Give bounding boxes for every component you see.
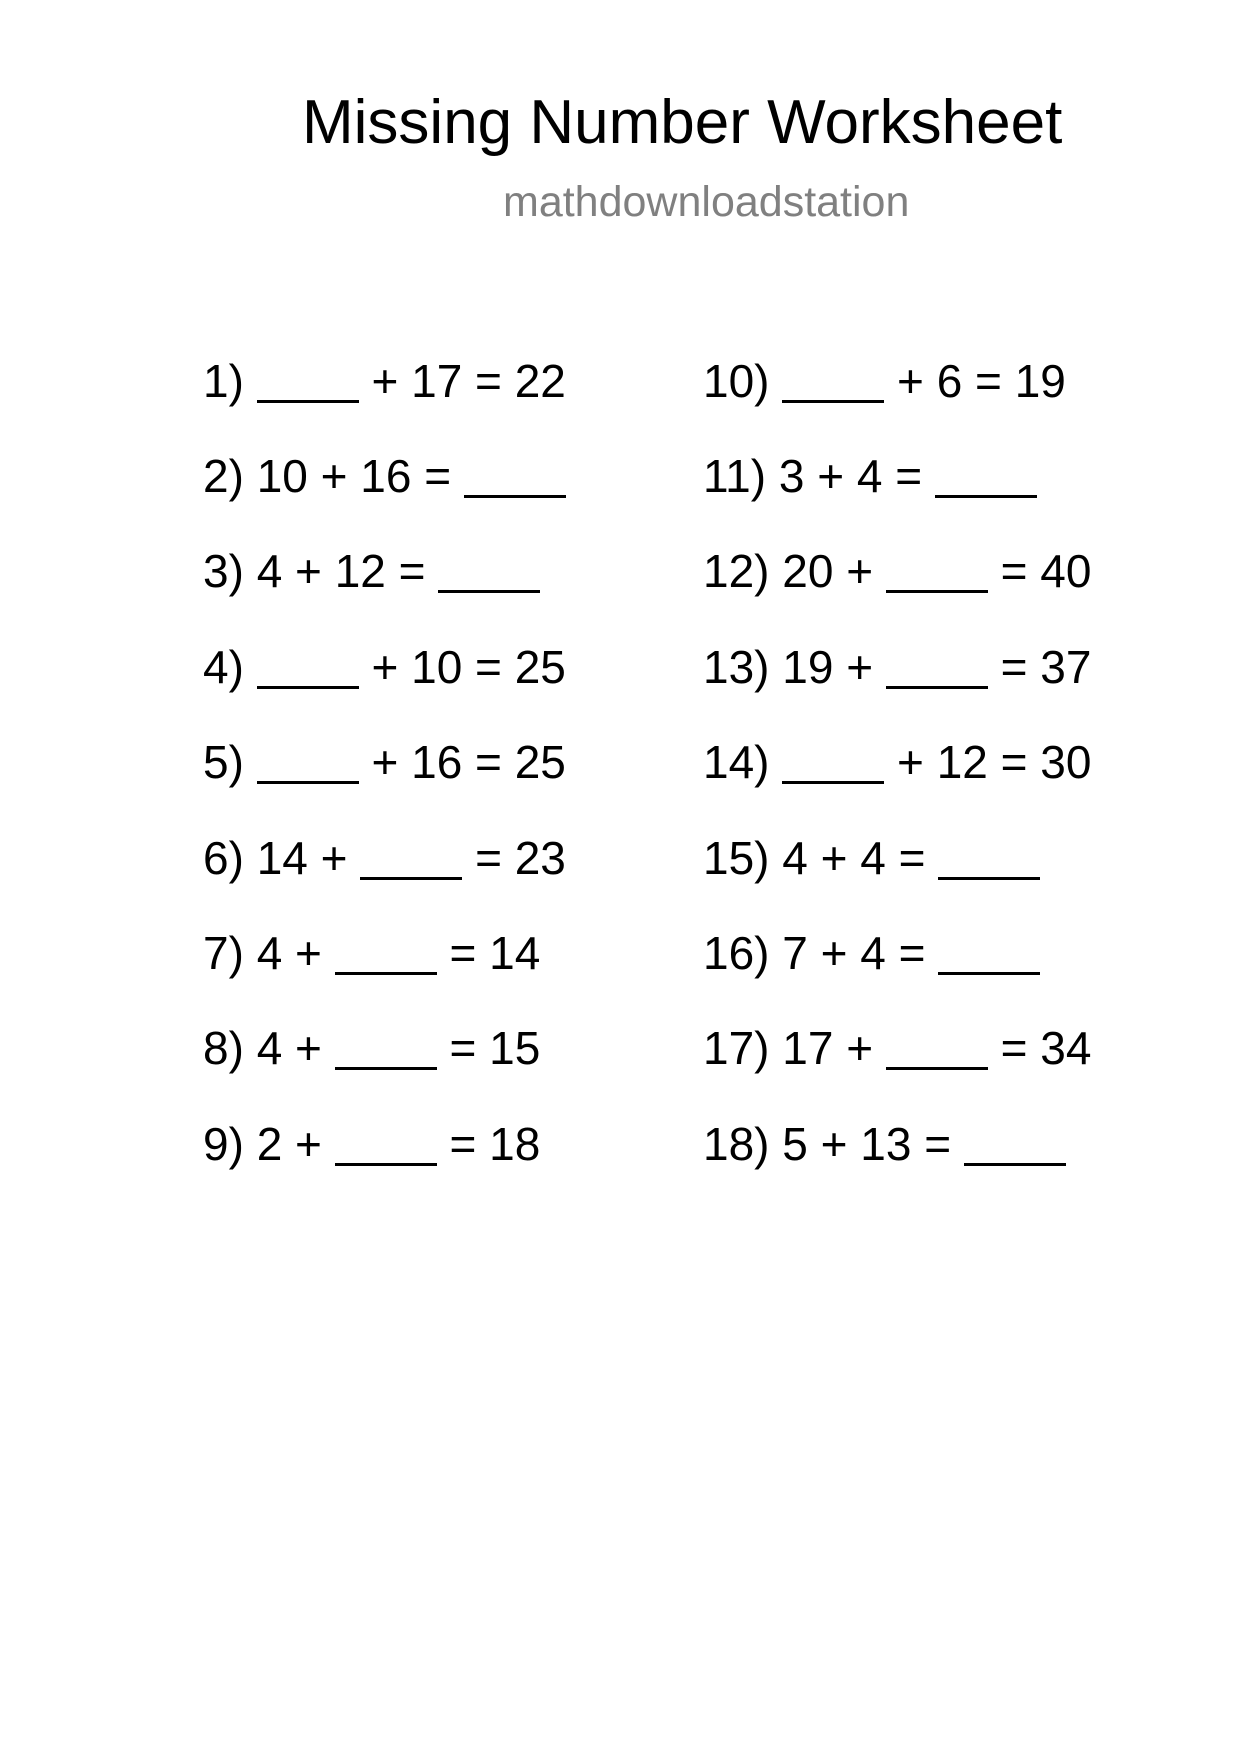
- problem-label: 14): [703, 736, 770, 788]
- problem-expression: 14 +: [256, 832, 348, 884]
- problem-expression: 4 +: [256, 1022, 322, 1074]
- problem-13: [703, 641, 1092, 693]
- problem-label: 6): [203, 832, 244, 884]
- problem-expression: 17 +: [782, 1022, 874, 1074]
- answer-blank[interactable]: [782, 360, 884, 403]
- problem-expression: 5 + 13 =: [782, 1118, 952, 1170]
- problem-15: [703, 832, 1040, 884]
- problem-label: 11): [703, 450, 767, 502]
- problem-5: [203, 736, 566, 788]
- problem-11: [703, 450, 1037, 502]
- problem-expression: = 15: [449, 1022, 541, 1074]
- answer-blank[interactable]: [335, 1123, 437, 1166]
- problem-8: [203, 1022, 541, 1074]
- problem-6: [203, 832, 566, 884]
- problem-expression: 3 + 4 =: [778, 450, 923, 502]
- problem-expression: 10 + 16 =: [256, 450, 452, 502]
- answer-blank[interactable]: [335, 1027, 437, 1070]
- problem-3: [203, 545, 540, 597]
- problem-4: [203, 641, 566, 693]
- problem-expression: 4 + 4 =: [782, 832, 926, 884]
- problem-expression: 7 + 4 =: [782, 927, 926, 979]
- answer-blank[interactable]: [964, 1123, 1066, 1166]
- answer-blank[interactable]: [886, 550, 988, 593]
- problem-expression: + 10 = 25: [371, 641, 566, 693]
- problem-label: 2): [203, 450, 244, 502]
- problem-label: 10): [703, 355, 770, 407]
- problem-1: [203, 355, 566, 407]
- answer-blank[interactable]: [438, 550, 540, 593]
- answer-blank[interactable]: [886, 1027, 988, 1070]
- problem-expression: 4 +: [256, 927, 322, 979]
- problem-2: [203, 450, 566, 502]
- worksheet-title: Missing Number Worksheet: [302, 88, 1063, 157]
- answer-blank[interactable]: [464, 455, 566, 498]
- answer-blank[interactable]: [935, 455, 1037, 498]
- problem-label: 17): [703, 1022, 770, 1074]
- problem-expression: 2 +: [256, 1118, 322, 1170]
- problem-label: 18): [703, 1118, 770, 1170]
- problem-label: 7): [203, 927, 244, 979]
- problem-label: 13): [703, 641, 770, 693]
- problem-expression: = 23: [475, 832, 566, 884]
- problem-label: 3): [203, 545, 244, 597]
- problem-expression: 4 + 12 =: [256, 545, 426, 597]
- problem-expression: + 17 = 22: [371, 355, 566, 407]
- problem-label: 12): [703, 545, 770, 597]
- problem-label: 4): [203, 641, 244, 693]
- problem-expression: + 12 = 30: [897, 736, 1092, 788]
- answer-blank[interactable]: [360, 837, 462, 880]
- problem-18: [703, 1118, 1066, 1170]
- problem-14: [703, 736, 1092, 788]
- problem-7: [203, 927, 541, 979]
- answer-blank[interactable]: [938, 837, 1040, 880]
- worksheet-subtitle: mathdownloadstation: [503, 178, 910, 226]
- answer-blank[interactable]: [257, 646, 359, 689]
- answer-blank[interactable]: [886, 646, 988, 689]
- answer-blank[interactable]: [938, 932, 1040, 975]
- problem-9: [203, 1118, 541, 1170]
- problem-expression: = 34: [1000, 1022, 1092, 1074]
- problem-expression: 19 +: [782, 641, 874, 693]
- problem-label: 16): [703, 927, 770, 979]
- answer-blank[interactable]: [257, 741, 359, 784]
- problem-expression: + 16 = 25: [371, 736, 566, 788]
- problem-expression: = 18: [449, 1118, 541, 1170]
- answer-blank[interactable]: [257, 360, 359, 403]
- problem-16: [703, 927, 1040, 979]
- problem-label: 15): [703, 832, 770, 884]
- problem-expression: = 37: [1000, 641, 1092, 693]
- problem-expression: = 40: [1000, 545, 1092, 597]
- problem-label: 5): [203, 736, 244, 788]
- problem-17: [703, 1022, 1092, 1074]
- problem-label: 8): [203, 1022, 244, 1074]
- problem-label: 9): [203, 1118, 244, 1170]
- answer-blank[interactable]: [782, 741, 884, 784]
- problem-10: [703, 355, 1066, 407]
- problem-expression: + 6 = 19: [897, 355, 1066, 407]
- problem-expression: 20 +: [782, 545, 874, 597]
- problem-12: [703, 545, 1092, 597]
- problem-expression: = 14: [449, 927, 541, 979]
- problem-label: 1): [203, 355, 244, 407]
- answer-blank[interactable]: [335, 932, 437, 975]
